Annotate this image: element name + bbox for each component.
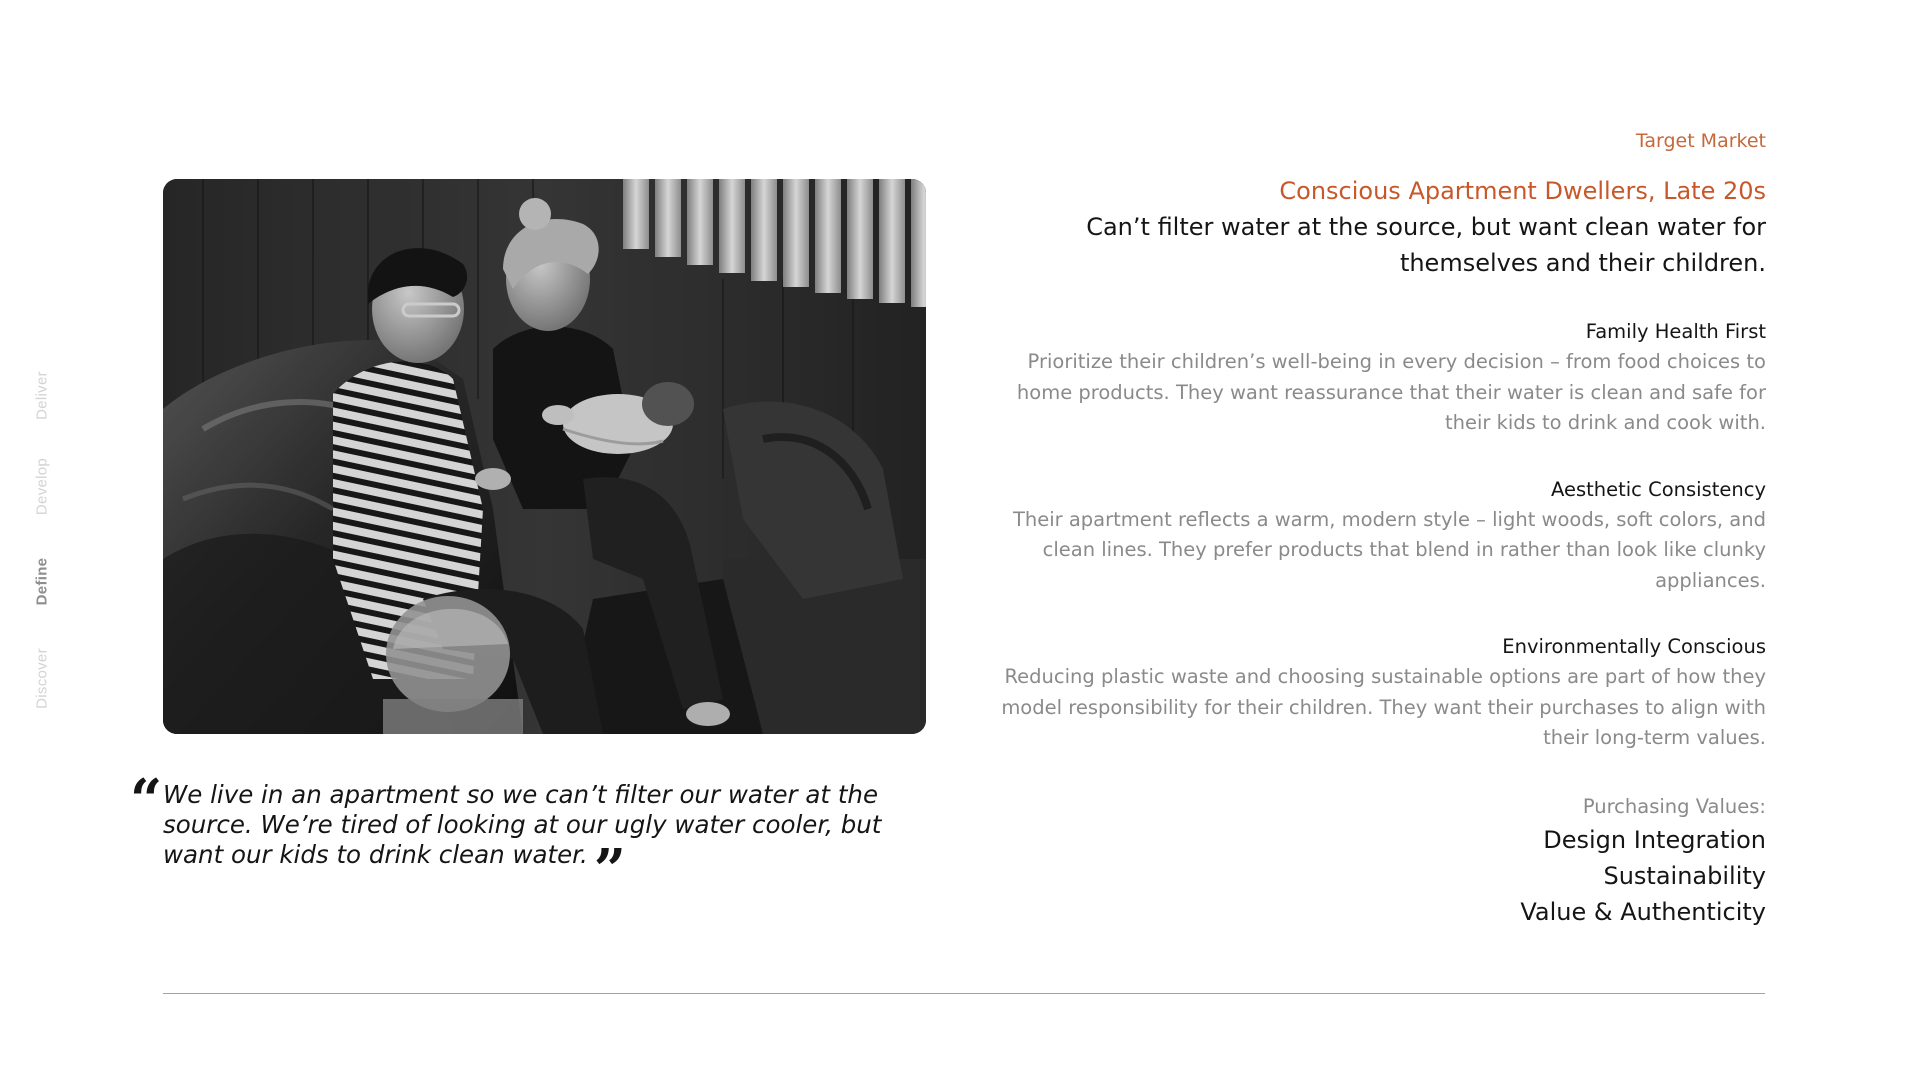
point-title: Environmentally Conscious xyxy=(1502,635,1766,658)
persona-headline: Conscious Apartment Dwellers, Late 20s xyxy=(1279,177,1766,205)
nav-item-define[interactable]: Define xyxy=(33,557,51,606)
testimonial-quote xyxy=(130,767,903,903)
nav-item-develop[interactable]: Develop xyxy=(33,457,51,516)
point-environmental xyxy=(996,632,1766,754)
target-market-panel xyxy=(996,127,1766,930)
point-body: Prioritize their children’s well-being in every decision – from food choices to home products. They want reassurance that their water is clean and safe for their kids to drink and cook with. xyxy=(1016,350,1766,434)
purchasing-values-label: Purchasing Values: xyxy=(1582,794,1766,818)
value-item: Value & Authenticity xyxy=(1520,897,1766,926)
family-photo xyxy=(163,179,926,734)
point-aesthetic xyxy=(996,475,1766,597)
nav-item-discover[interactable]: Discover xyxy=(33,648,51,709)
persona-summary: Can’t filter water at the source, but want clean water for themselves and their children. xyxy=(1086,213,1766,277)
point-body: Their apartment reflects a warm, modern style – light woods, soft colors, and clean lines. They prefer products that blend in rather than look like clunky appliances. xyxy=(1012,507,1766,592)
section-eyebrow: Target Market xyxy=(1635,130,1766,152)
point-family-health xyxy=(996,317,1766,439)
close-quote-icon: ” xyxy=(593,837,627,903)
nav-item-deliver[interactable]: Deliver xyxy=(33,371,51,420)
footer-divider xyxy=(163,993,1765,994)
point-body: Reducing plastic waste and choosing sustainable options are part of how they model responsibility for their children. They want their purchases to align with their long-term values. xyxy=(1001,665,1766,749)
value-item: Sustainability xyxy=(1603,861,1766,890)
quote-text: We live in an apartment so we can’t filter our water at the source. We’re tired of looking at our ugly water cooler, but want our kids to drink clean water. xyxy=(163,780,882,869)
open-quote-icon: “ xyxy=(130,767,163,833)
point-title: Aesthetic Consistency xyxy=(1550,477,1766,501)
point-title: Family Health First xyxy=(1585,320,1766,343)
value-item: Design Integration xyxy=(1543,825,1766,854)
